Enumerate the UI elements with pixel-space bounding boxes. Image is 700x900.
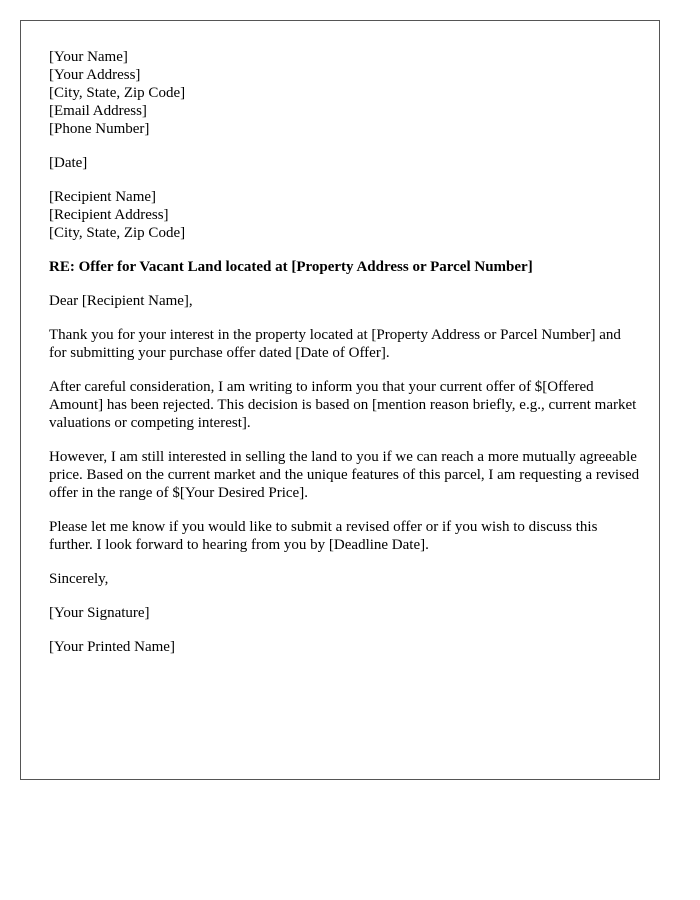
sender-phone: [Phone Number]	[49, 121, 150, 137]
letter-body	[49, 48, 641, 672]
closing: Sincerely,	[49, 571, 109, 587]
recipient-name: [Recipient Name]	[49, 189, 157, 205]
recipient-address: [Recipient Address]	[49, 207, 169, 223]
date-block	[49, 154, 641, 172]
sender-name: [Your Name]	[49, 49, 128, 65]
paragraph-4: Please let me know if you would like to submit a revised offer or if you wish to discuss this further. I look forward to hearing from you by [Deadline Date].	[49, 519, 598, 553]
recipient-city-state-zip: [City, State, Zip Code]	[49, 225, 186, 241]
sender-city-state-zip: [City, State, Zip Code]	[49, 85, 186, 101]
sender-address: [Your Address]	[49, 67, 141, 83]
signature: [Your Signature]	[49, 605, 150, 621]
sender-block	[49, 48, 641, 138]
sender-email: [Email Address]	[49, 103, 147, 119]
letter-date: [Date]	[49, 155, 88, 171]
subject-line: RE: Offer for Vacant Land located at [Property Address or Parcel Number]	[49, 259, 533, 275]
paragraph-3: However, I am still interested in selling the land to you if we can reach a more mutually agreeable price. Based on the current market and the unique features of this parcel, I am requesting a revised offer in the range of $[Your Desired Price].	[49, 449, 640, 501]
recipient-block	[49, 188, 641, 242]
paragraph-1: Thank you for your interest in the property located at [Property Address or Parcel Number] and for submitting your purchase offer dated [Date of Offer].	[49, 327, 621, 361]
printed-name: [Your Printed Name]	[49, 639, 175, 655]
salutation: Dear [Recipient Name],	[49, 293, 193, 309]
paragraph-2: After careful consideration, I am writing to inform you that your current offer of $[Offered Amount] has been rejected. This decision is based on [mention reason briefly, e.g., current market valuations or competing interest].	[49, 379, 637, 431]
